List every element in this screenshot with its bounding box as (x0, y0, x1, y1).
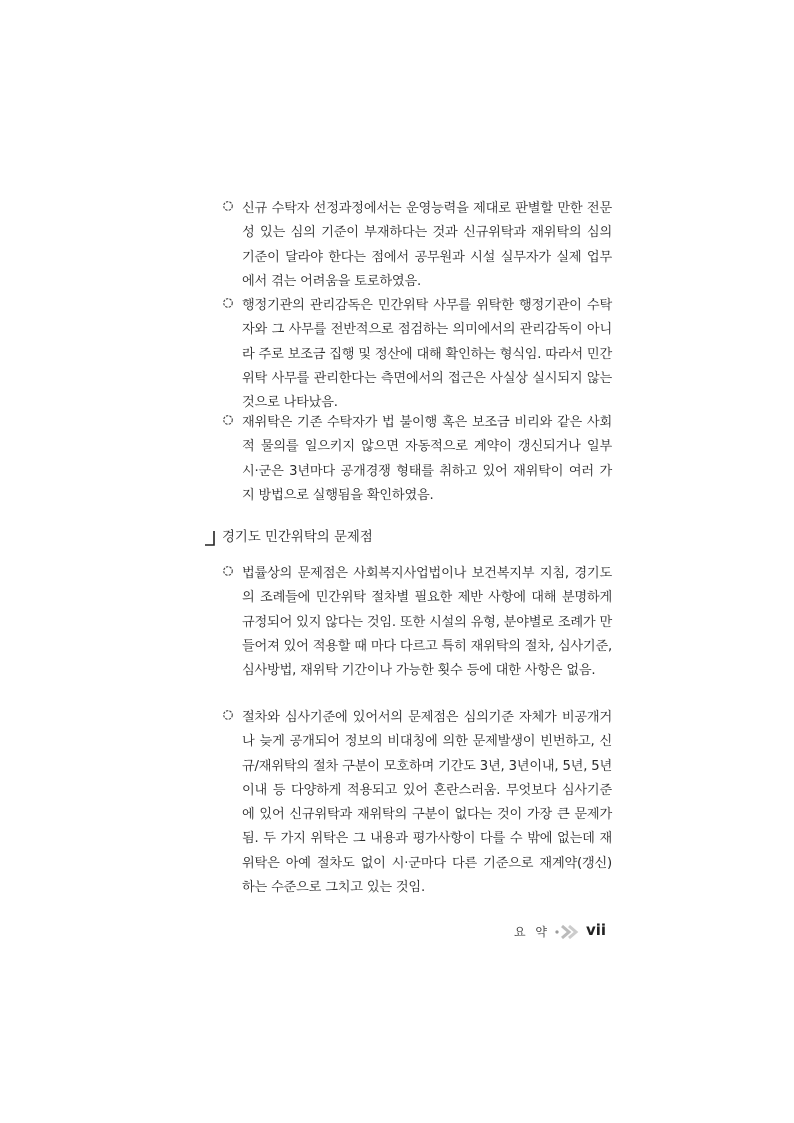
bullet-item (222, 706, 612, 900)
bullet-item (222, 411, 612, 508)
bullet-item (222, 197, 612, 294)
bullet-item (222, 562, 612, 683)
page-footer (500, 921, 606, 943)
bullet-item (222, 294, 612, 415)
bullet-text: 행정기관의 관리감독은 민간위탁 사무를 위탁한 행정기관이 수탁자와 그 사무를 전반적으로 점검하는 의미에서의 관리감독이 아니라 주로 보조금 집행 및 정산에 대해 확인하는 형식임. 따라서 민간위탁 사무를 관리한다는 측면에서의 접근은 사실상 실시되지 않는 것으로 나타났음. (242, 298, 612, 411)
page-number: vii (585, 921, 606, 939)
open-circle-bullet-icon (222, 200, 234, 212)
open-circle-bullet-icon (222, 565, 234, 577)
open-circle-bullet-icon (222, 414, 234, 426)
corner-bracket-icon (204, 530, 216, 546)
open-circle-bullet-icon (222, 297, 234, 309)
bullet-text: 절차와 심사기준에 있어서의 문제점은 심의기준 자체가 비공개거나 늦게 공개되어 정보의 비대칭에 의한 문제발생이 빈번하고, 신규/재위탁의 절차 구분이 모호하며 기간도 3년, 3년이내, 5년, 5년 이내 등 다양하게 적용되고 있어 혼란스러움. 무엇보다 심사기준에 있어 신규위탁과 재위탁의 구분이 없다는 것이 가장 큰 문제가 됨. 두 가지 위탁은 그 내용과 평가사항이 다를 수 밖에 없는데 재위탁은 아예 절차도 없이 시·군마다 다른 기준으로 재계약(갱신) 하는 수준으로 그치고 있는 것임. (242, 710, 612, 896)
open-circle-bullet-icon (222, 709, 234, 721)
footer-summary-label: 요 약 (514, 925, 550, 939)
bullet-text: 신규 수탁자 선정과정에서는 운영능력을 제대로 판별할 만한 전문성 있는 심의 기준이 부재하다는 것과 신규위탁과 재위탁의 심의기준이 달라야 한다는 점에서 공무원과 시설 실무자가 실제 업무에서 겪는 어려움을 토로하였음. (242, 201, 612, 289)
bullet-text: 재위탁은 기존 수탁자가 법 불이행 혹은 보조금 비리와 같은 사회적 물의를 일으키지 않으면 자동적으로 계약이 갱신되거나 일부 시·군은 3년마다 공개경쟁 형태를 취하고 있어 재위탁이 여러 가지 방법으로 실행됨을 확인하였음. (242, 415, 612, 503)
section-heading-label: 경기도 민간위탁의 문제점 (222, 530, 373, 545)
bullet-text: 법률상의 문제점은 사회복지사업법이나 보건복지부 지침, 경기도의 조례들에 민간위탁 절차별 필요한 제반 사항에 대해 분명하게 규정되어 있지 않다는 것임. 또한 시설의 유형, 분야별로 조례가 만들어져 있어 적용할 때 마다 다르고 특히 재위탁의 절차, 심사기준, 심사방법, 재위탁 기간이나 가능한 횟수 등에 대한 사항은 없음. (242, 566, 612, 679)
double-chevron-right-icon (554, 924, 582, 940)
